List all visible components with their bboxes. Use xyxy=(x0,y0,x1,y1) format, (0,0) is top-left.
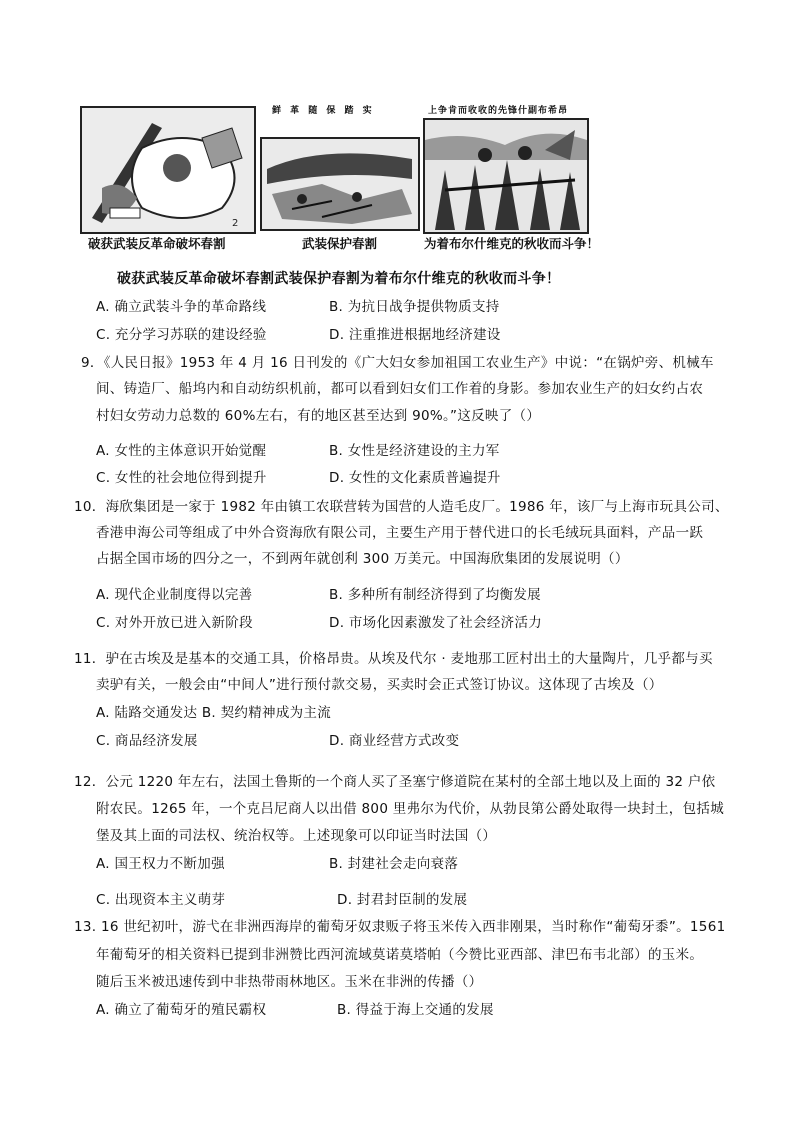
q11-stem-line-2: 卖驴有关，一般会由“中间人”进行预付款交易，买卖时会正式签订协议。这体现了古埃及（） xyxy=(96,677,663,693)
cartoon-panel-1 xyxy=(80,106,256,234)
q10-stem-line-2: 香港申海公司等组成了中外合资海欣有限公司，主要生产用于替代进口的长毛绒玩具面料，产品一跃 xyxy=(96,525,704,541)
q13-option-a[interactable]: A. 确立了葡萄牙的殖民霸权 xyxy=(96,1002,267,1018)
q10-option-b[interactable]: B. 多种所有制经济得到了均衡发展 xyxy=(329,587,541,603)
q8-option-d[interactable]: D. 注重推进根据地经济建设 xyxy=(329,327,501,343)
panel-2-header: 鲜 革 随 保 踏 实 xyxy=(272,106,375,116)
panel-1-caption: 破获武装反革命破坏春割 xyxy=(88,236,226,251)
q12-stem-line-1: 12．公元 1220 年左右，法国土鲁斯的一个商人买了圣塞宁修道院在某村的全部土地以及上面的 32 户依 xyxy=(74,774,716,790)
q13-stem-line-2: 年葡萄牙的相关资料已提到非洲赞比西河流域莫诺莫塔帕（今赞比亚西部、津巴布韦北部）的玉米。 xyxy=(96,947,704,963)
q9-option-d[interactable]: D. 女性的文化素质普遍提升 xyxy=(329,470,501,486)
panel-3-caption: 为着布尔什维克的秋收而斗争！ xyxy=(424,236,600,251)
panel-2-caption: 武装保护春割 xyxy=(302,236,378,251)
q9-stem-line-2: 间、铸造厂、船坞内和自动纺织机前，都可以看到妇女们工作着的身影。参加农业生产的妇女约占农 xyxy=(96,381,704,397)
q10-stem-line-1: 10．海欣集团是一家于 1982 年由镇工农联营转为国营的人造毛皮厂。1986 年，该厂与上海市玩具公司、 xyxy=(74,499,729,515)
q11-option-d[interactable]: D. 商业经营方式改变 xyxy=(329,733,460,749)
q8-option-b[interactable]: B. 为抗日战争提供物质支持 xyxy=(329,299,500,315)
q9-option-b[interactable]: B. 女性是经济建设的主力军 xyxy=(329,443,500,459)
cartoon-illustration-harvest-struggle xyxy=(425,120,587,232)
svg-text:2: 2 xyxy=(232,218,239,229)
q10-option-c[interactable]: C. 对外开放已进入新阶段 xyxy=(96,615,253,631)
q8-option-a[interactable]: A. 确立武装斗争的革命路线 xyxy=(96,299,267,315)
q9-stem-line-1: 9．《人民日报》1953 年 4 月 16 日刊发的《广大妇女参加祖国工农业生产》中说：“在锅炉旁、机械车 xyxy=(81,355,714,371)
q11-option-c[interactable]: C. 商品经济发展 xyxy=(96,733,198,749)
q12-stem-line-2: 附农民。1265 年，一个克吕尼商人以出借 800 里弗尔为代价，从勃艮第公爵处取得一块封土，包括城 xyxy=(96,801,724,817)
q9-option-c[interactable]: C. 女性的社会地位得到提升 xyxy=(96,470,267,486)
cartoon-panel-3 xyxy=(423,118,589,234)
q10-option-d[interactable]: D. 市场化因素激发了社会经济活力 xyxy=(329,615,543,631)
q11-option-ab[interactable]: A. 陆路交通发达 B. 契约精神成为主流 xyxy=(96,705,332,721)
q10-option-a[interactable]: A. 现代企业制度得以完善 xyxy=(96,587,253,603)
q12-stem-line-3: 堡及其上面的司法权、统治权等。上述现象可以印证当时法国（） xyxy=(96,828,497,844)
q13-stem-line-3: 随后玉米被迅速传到中非热带雨林地区。玉米在非洲的传播（） xyxy=(96,974,483,990)
q12-option-b[interactable]: B. 封建社会走向衰落 xyxy=(329,856,459,872)
panel-3-header: 上争肯而收收的先锋什副布希昂 xyxy=(428,106,569,116)
q12-option-c[interactable]: C. 出现资本主义萌芽 xyxy=(96,892,226,908)
q11-stem-line-1: 11．驴在古埃及是基本的交通工具，价格昂贵。从埃及代尔 · 麦地那工匠村出土的大量陶片，几乎都与买 xyxy=(74,651,713,667)
cartoon-illustration-soldiers-sword xyxy=(82,108,254,232)
q13-option-b[interactable]: B. 得益于海上交通的发展 xyxy=(337,1002,494,1018)
q13-stem-line-1: 13. 16 世纪初叶，游弋在非洲西海岸的葡萄牙奴隶贩子将玉米传入西非刚果，当时称作“葡萄牙黍”。1561 xyxy=(74,919,726,935)
q8-option-c[interactable]: C. 充分学习苏联的建设经验 xyxy=(96,327,267,343)
cartoon-caption-line: 破获武装反革命破坏春割武装保护春割为着布尔什维克的秋收而斗争！ xyxy=(117,271,561,287)
cartoon-panel-2 xyxy=(260,137,420,231)
q10-stem-line-3: 占据全国市场的四分之一，不到两年就创利 300 万美元。中国海欣集团的发展说明（） xyxy=(96,551,629,567)
cartoon-illustration-armed-guard xyxy=(262,139,418,229)
q12-option-a[interactable]: A. 国王权力不断加强 xyxy=(96,856,225,872)
q9-option-a[interactable]: A. 女性的主体意识开始觉醒 xyxy=(96,443,267,459)
q9-stem-line-3: 村妇女劳动力总数的 60%左右，有的地区甚至达到 90%。”这反映了（） xyxy=(96,408,541,424)
q12-option-d[interactable]: D. 封君封臣制的发展 xyxy=(337,892,468,908)
